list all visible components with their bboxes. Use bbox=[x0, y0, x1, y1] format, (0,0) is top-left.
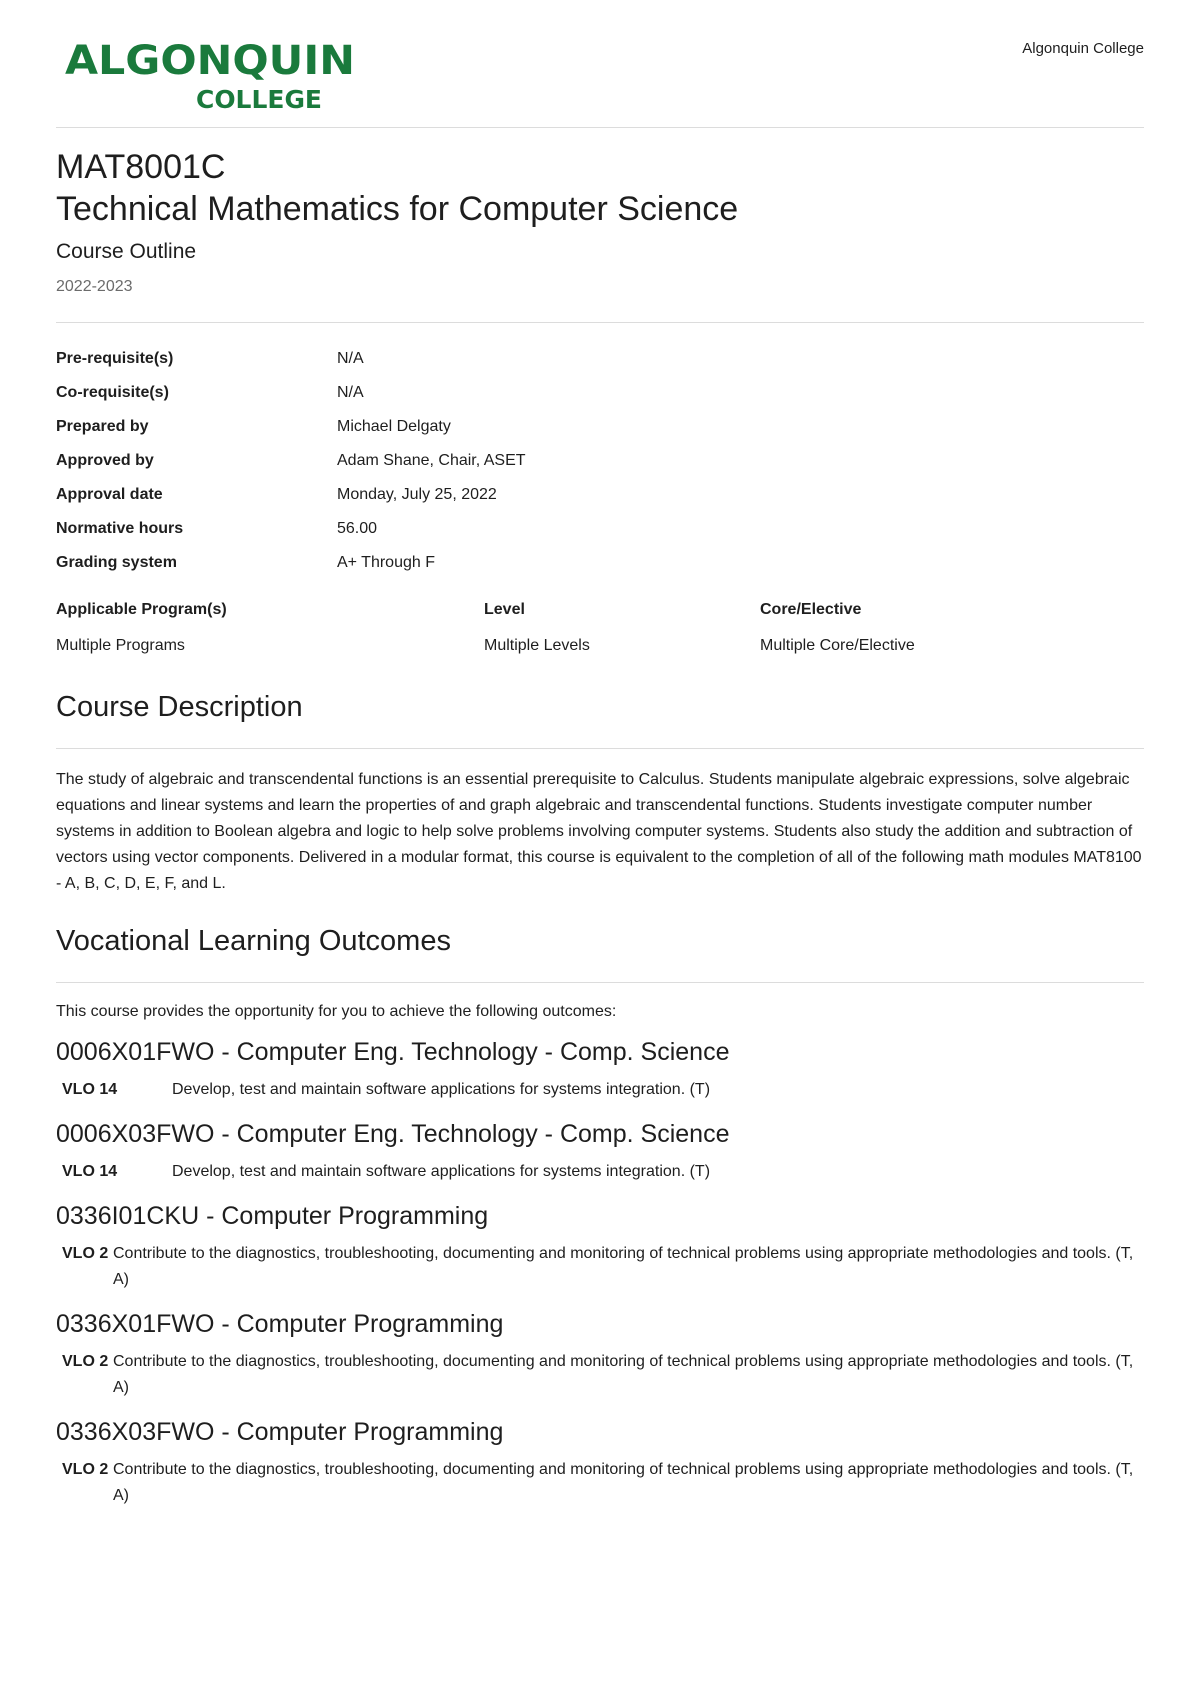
program-outcome-block bbox=[56, 1199, 1144, 1293]
program-title: 0006X03FWO - Computer Eng. Technology - Comp. Science bbox=[56, 1120, 730, 1148]
meta-label: Co-requisite(s) bbox=[56, 384, 169, 401]
vocational-outcomes-section bbox=[56, 925, 1144, 1509]
vlo-text: Contribute to the diagnostics, troubleshooting, documenting and monitoring of technical problems using appropriate methodologies and tools. (T, A) bbox=[113, 1353, 1134, 1396]
svg-text:ALGONQUIN: ALGONQUIN bbox=[65, 38, 355, 84]
vlo-text: Contribute to the diagnostics, troubleshooting, documenting and monitoring of technical problems using appropriate methodologies and tools. (T, A) bbox=[113, 1461, 1134, 1504]
course-meta-table bbox=[56, 342, 1144, 580]
vlo-id: VLO 2 bbox=[62, 1245, 109, 1262]
org-name: Algonquin College bbox=[1022, 40, 1144, 57]
vlo-id: VLO 2 bbox=[62, 1353, 109, 1370]
section-heading: Course Description bbox=[56, 691, 1144, 749]
vlo-text: Develop, test and maintain software applications for systems integration. (T) bbox=[172, 1163, 711, 1180]
core-elective-header: Core/Elective bbox=[760, 601, 862, 618]
vlo-row bbox=[56, 1349, 1144, 1401]
meta-label: Approval date bbox=[56, 486, 163, 503]
core-elective-value: Multiple Core/Elective bbox=[760, 637, 915, 654]
vlo-row bbox=[56, 1241, 1144, 1293]
meta-label: Grading system bbox=[56, 554, 177, 571]
programs-header: Applicable Program(s) bbox=[56, 601, 227, 618]
programs-column bbox=[56, 601, 484, 661]
vlo-row bbox=[56, 1457, 1144, 1509]
svg-text:COLLEGE: COLLEGE bbox=[196, 85, 322, 112]
core-elective-column bbox=[760, 601, 915, 661]
meta-label: Approved by bbox=[56, 452, 154, 469]
meta-value: A+ Through F bbox=[337, 554, 435, 571]
meta-value: N/A bbox=[337, 350, 364, 367]
academic-year: 2022-2023 bbox=[56, 278, 133, 295]
page-header bbox=[56, 0, 1144, 128]
meta-value: N/A bbox=[337, 384, 364, 401]
meta-label: Normative hours bbox=[56, 520, 184, 537]
meta-label: Pre-requisite(s) bbox=[56, 350, 174, 367]
vlo-row bbox=[56, 1077, 1144, 1103]
vlo-text: Develop, test and maintain software applications for systems integration. (T) bbox=[172, 1081, 711, 1098]
programs-value: Multiple Programs bbox=[56, 637, 185, 654]
level-value: Multiple Levels bbox=[484, 637, 590, 654]
level-column bbox=[484, 601, 760, 661]
meta-row-grading-system bbox=[56, 546, 1144, 580]
vlo-text: Contribute to the diagnostics, troubleshooting, documenting and monitoring of technical problems using appropriate methodologies and tools. (T, A) bbox=[113, 1245, 1134, 1288]
vlo-row bbox=[56, 1159, 1144, 1185]
course-code: MAT8001C bbox=[56, 148, 226, 186]
program-outcome-block bbox=[56, 1415, 1144, 1509]
meta-row-prepared-by bbox=[56, 410, 1144, 444]
vlo-id: VLO 2 bbox=[62, 1461, 109, 1478]
meta-row-approved-by bbox=[56, 444, 1144, 478]
program-title: 0006X01FWO - Computer Eng. Technology - Comp. Science bbox=[56, 1038, 730, 1066]
title-block bbox=[56, 128, 1144, 323]
applicable-programs-table bbox=[56, 601, 1144, 661]
meta-row-approval-date bbox=[56, 478, 1144, 512]
course-title: Technical Mathematics for Computer Science bbox=[56, 190, 739, 228]
meta-label: Prepared by bbox=[56, 418, 149, 435]
program-outcome-block bbox=[56, 1117, 1144, 1185]
meta-row-prerequisites bbox=[56, 342, 1144, 376]
meta-value: Adam Shane, Chair, ASET bbox=[337, 452, 526, 469]
meta-value: Michael Delgaty bbox=[337, 418, 451, 435]
algonquin-college-logo bbox=[60, 38, 360, 112]
program-title: 0336X01FWO - Computer Programming bbox=[56, 1310, 504, 1338]
vlo-id: VLO 14 bbox=[62, 1163, 118, 1180]
outcomes-intro: This course provides the opportunity for you to achieve the following outcomes: bbox=[56, 1003, 617, 1020]
document-subtitle: Course Outline bbox=[56, 240, 197, 263]
vlo-id: VLO 14 bbox=[62, 1081, 118, 1098]
program-outcome-block bbox=[56, 1307, 1144, 1401]
meta-value: 56.00 bbox=[337, 520, 378, 537]
program-title: 0336I01CKU - Computer Programming bbox=[56, 1202, 489, 1230]
meta-value: Monday, July 25, 2022 bbox=[337, 486, 497, 503]
program-title: 0336X03FWO - Computer Programming bbox=[56, 1418, 504, 1446]
section-heading: Vocational Learning Outcomes bbox=[56, 925, 1144, 983]
course-description-section bbox=[56, 691, 1144, 897]
level-header: Level bbox=[484, 601, 525, 618]
meta-row-corequisites bbox=[56, 376, 1144, 410]
program-outcome-block bbox=[56, 1035, 1144, 1103]
course-description-text: The study of algebraic and transcendental functions is an essential prerequisite to Calculus. Students manipulate algebraic expressions, solve algebraic equations and linear systems and learn the properties of and graph algebraic and transcendental functions. Students investigate computer number systems in addition to Boolean algebra and logic to help solve problems involving computer systems. Students also study the addition and subtraction of vectors using vector components. Delivered in a modular format, this course is equivalent to the completion of all of the following math modules MAT8100 - A, B, C, D, E, F, and L. bbox=[56, 771, 1142, 892]
meta-row-normative-hours bbox=[56, 512, 1144, 546]
